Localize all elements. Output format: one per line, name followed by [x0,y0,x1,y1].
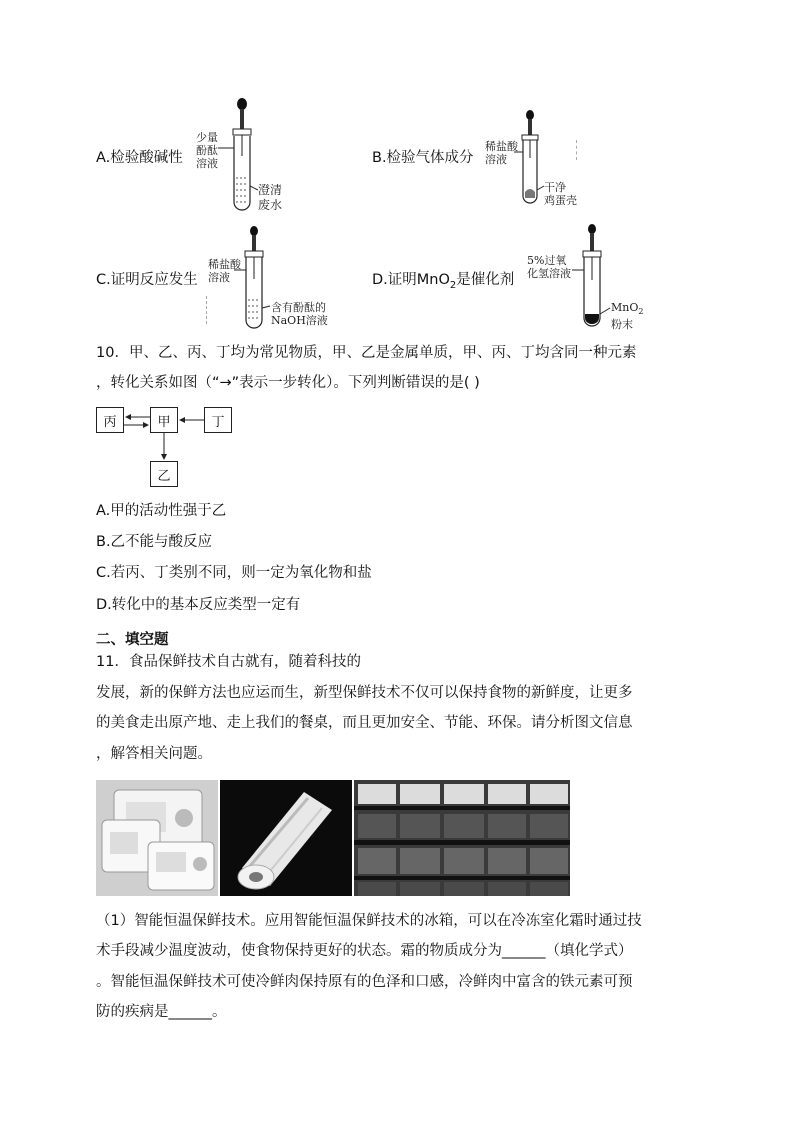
option-c-liquid: 含有酚酞的 NaOH溶液 [271,301,328,327]
option-b-reagent: 稀盐酸 溶液 [485,140,518,166]
photo-preservation-boxes [96,780,218,896]
q11-stem-line3: 的美食走出原产地、走上我们的餐桌，而且更加安全、节能、环保。请分析图文信息 [96,715,633,731]
q11-stem-line4: ，解答相关问题。 [96,746,212,762]
q11-stem-line2: 发展，新的保鲜方法也应运而生，新型保鲜技术不仅可以保持食物的新鲜度，让更多 [96,685,633,701]
option-a-reagent: 少量 酚酞 溶液 [196,131,218,170]
q10-stem-line2: ，转化关系如图（“→”表示一步转化）。下列判断错误的是( ) [96,375,480,391]
option-b-solid: 干净 鸡蛋壳 [544,181,577,207]
q11-part1-line1: （1）智能恒温保鲜技术。应用智能恒温保鲜技术的冰箱，可以在冷冻室化霜时通过技 [96,913,642,929]
q10-option-b: B.乙不能与酸反应 [96,534,213,550]
photo-chilled-meat-shelves [354,780,570,896]
option-c-label: C.证明反应发生 [96,272,198,288]
q10-option-a: A.甲的活动性强于乙 [96,503,227,519]
option-b-label: B.检验气体成分 [372,150,474,166]
q10-option-c: C.若丙、丁类别不同，则一定为氧化物和盐 [96,565,372,581]
option-c-reagent: 稀盐酸 溶液 [208,258,241,284]
conversion-arrows [0,0,794,500]
section-title: 二、填空题 [96,632,169,648]
q11-part1-line2: 术手段减少温度波动，使食物保持更好的状态。霜的物质成分为______（填化学式） [96,943,633,959]
node-bing: 丙 [96,407,124,433]
option-a-liquid: 澄清 废水 [258,183,283,212]
q10-option-d: D.转化中的基本反应类型一定有 [96,597,301,613]
option-a-label: A.检验酸碱性 [96,150,183,166]
node-ding: 丁 [204,407,232,433]
q10-stem-line1: 10．甲、乙、丙、丁均为常见物质，甲、乙是金属单质，甲、丙、丁均含同一种元素 [96,345,637,361]
q11-stem-line1: 11．食品保鲜技术自古就有，随着科技的 [96,654,361,670]
option-d-label: D.证明MnO$_2$是催化剂 [372,272,515,291]
option-d-solid: MnO$_2$ 粉末 [611,301,644,332]
node-yi: 乙 [150,461,178,487]
photo-cling-film-roll [220,780,352,896]
q11-part1-line4: 防的疾病是______。 [96,1004,227,1020]
node-jia: 甲 [150,407,178,433]
q11-part1-line3: 。智能恒温保鲜技术可使冷鲜肉保持原有的色泽和口感，冷鲜肉中富含的铁元素可预 [96,974,633,990]
option-d-reagent: 5%过氧 化氢溶液 [527,254,571,280]
